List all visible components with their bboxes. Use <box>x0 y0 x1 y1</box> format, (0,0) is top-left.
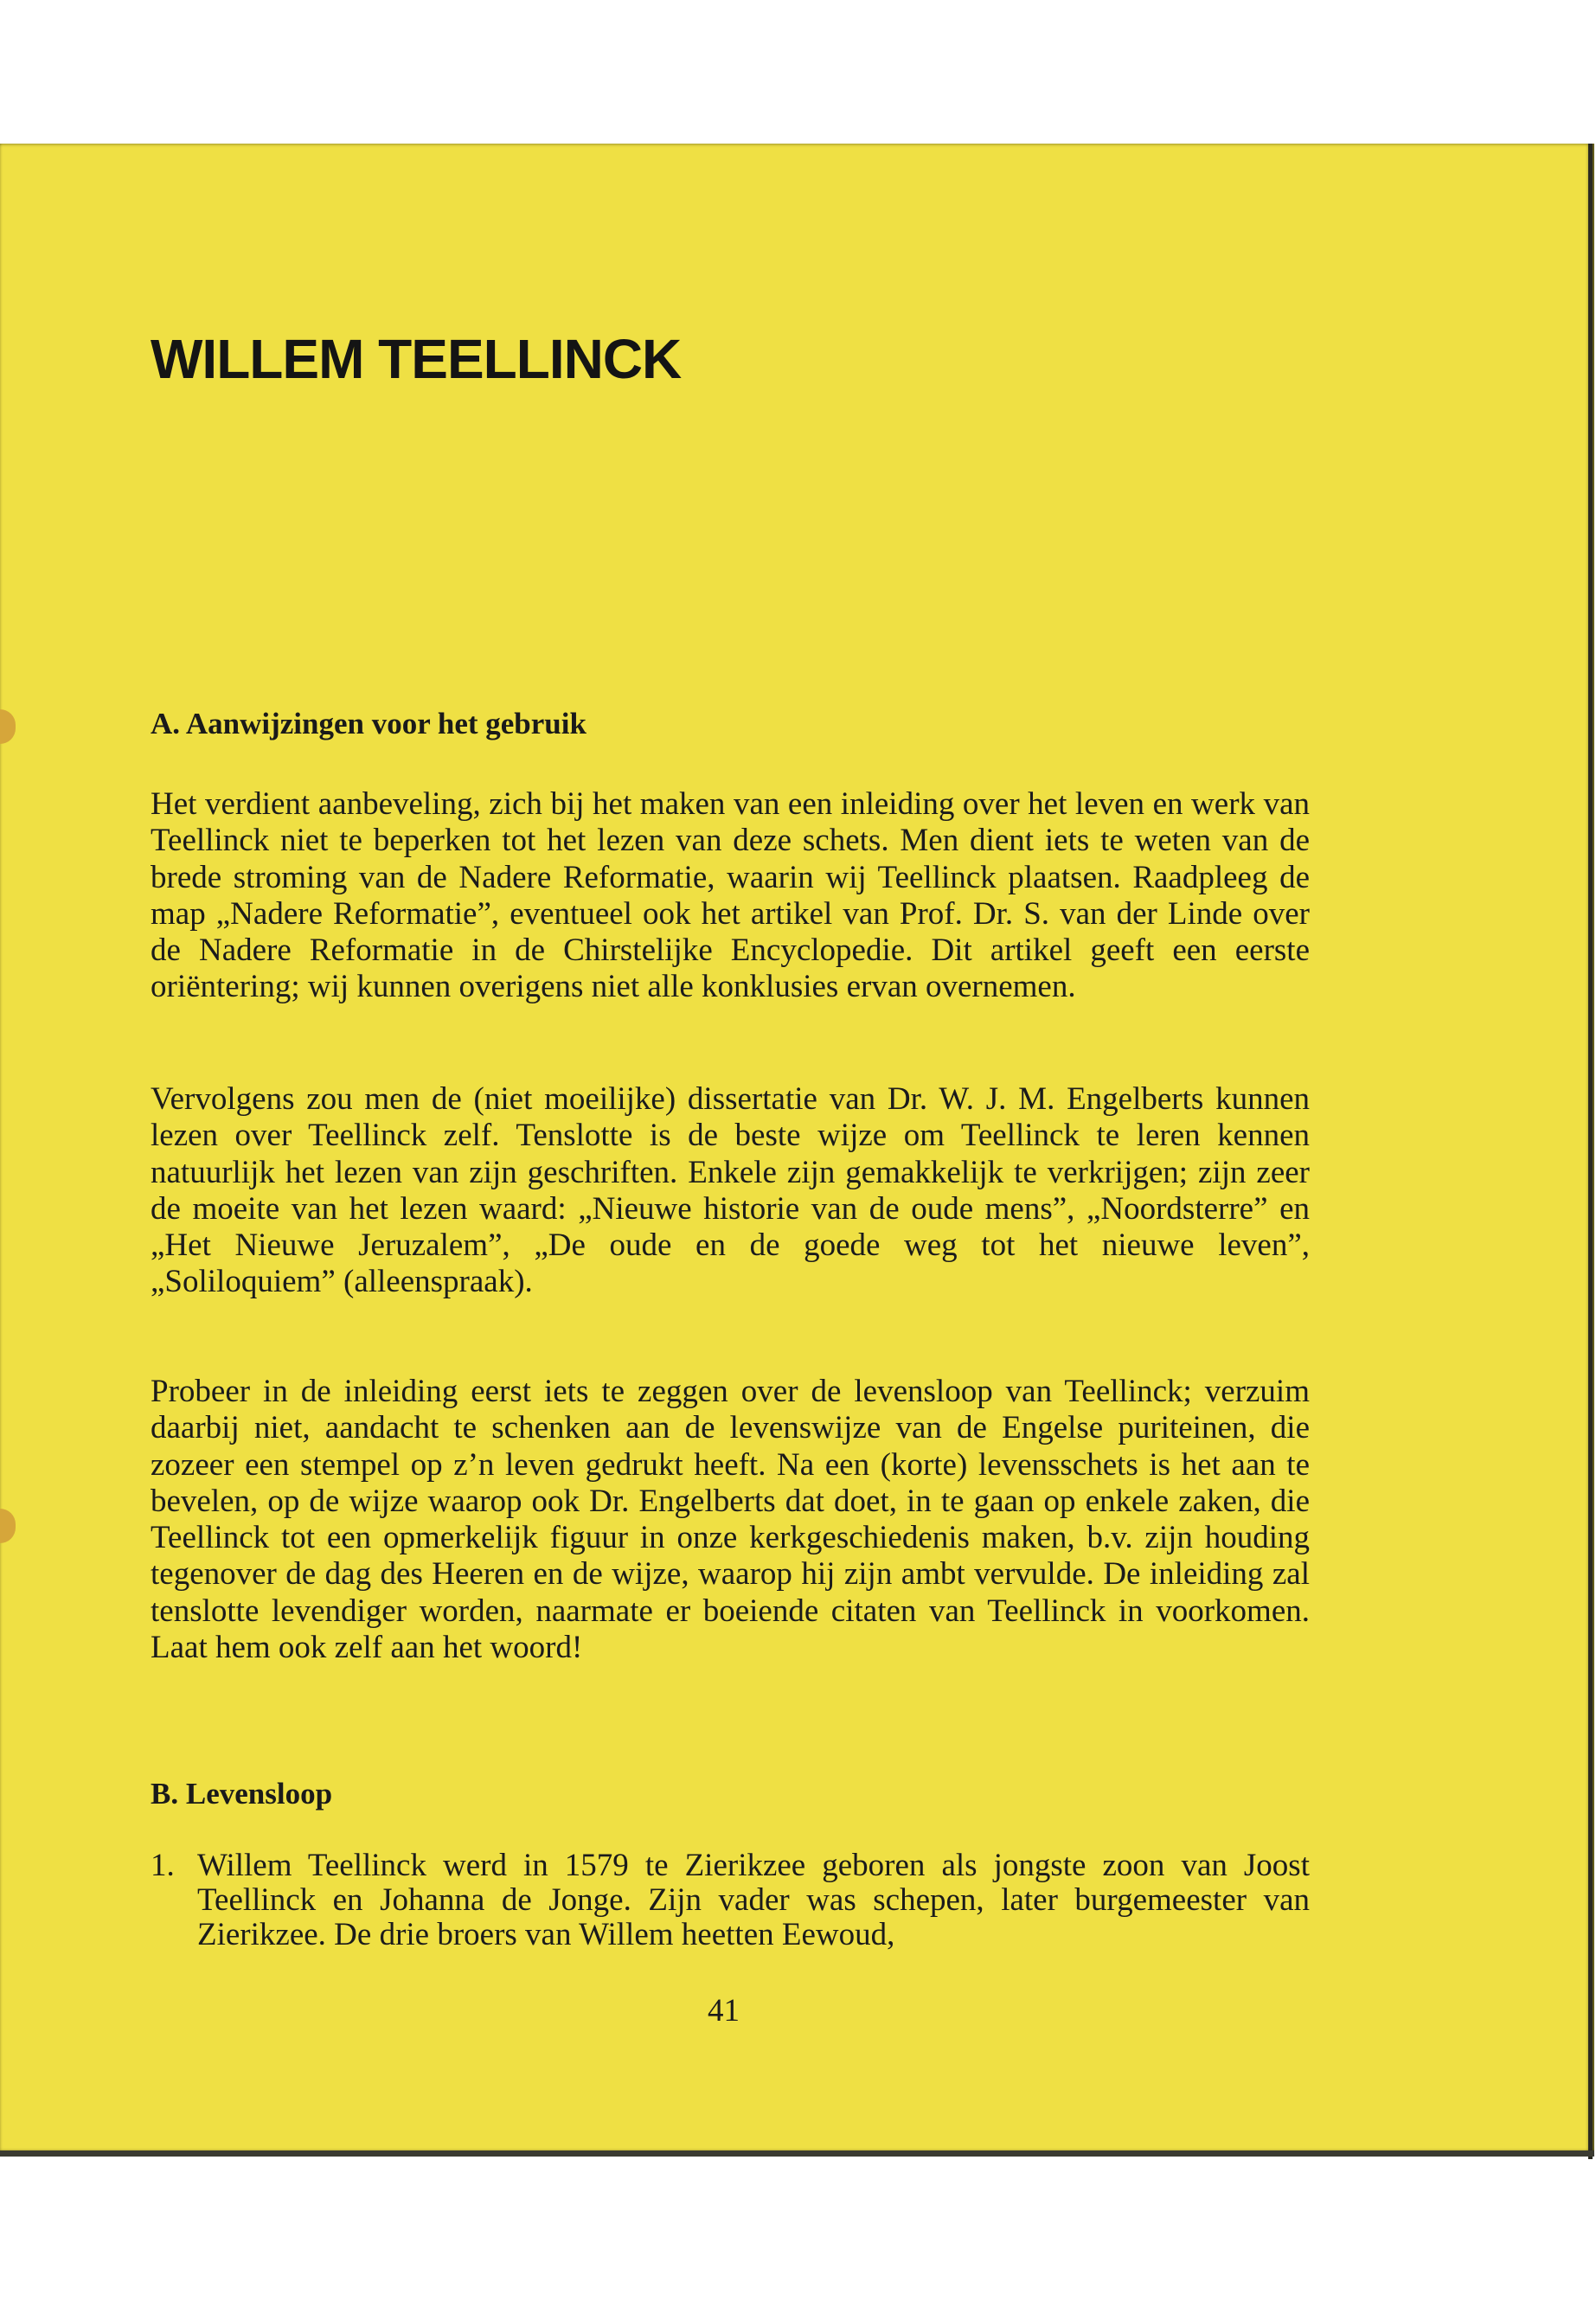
paragraph: Het verdient aanbeveling, zich bij het maken van een inleiding over het leven en werk van Teellinck niet te beperken tot het lezen van deze schets. Men dient iets te weten van de brede stroming van de Nadere Reformatie, waarin wij Teellinck plaatsen. Raadpleeg de map „Nadere Reformatie”, eventueel ook het artikel van Prof. Dr. S. van der Linde over de Nadere Reformatie in de Chirstelijke Encyclopedie. Dit artikel geeft een eerste oriëntering; wij kunnen overigens niet alle konklusies ervan overnemen. <box>151 786 1310 1005</box>
page-edge-shadow <box>1588 144 1593 2159</box>
section-heading-b: B. Levensloop <box>151 1777 333 1811</box>
page-bottom-edge <box>0 2150 1594 2157</box>
list-item-number: 1. <box>151 1848 175 1883</box>
section-heading-a: A. Aanwijzingen voor het gebruik <box>151 707 586 740</box>
page-title: WILLEM TEELLINCK <box>151 328 682 390</box>
paragraph: Vervolgens zou men de (niet moeilijke) dissertatie van Dr. W. J. M. Engelberts kunnen lezen over Teellinck zelf. Tenslotte is de beste wijze om Teellinck te leren kennen natuurlijk het lezen van zijn geschriften. Enkele zijn gemakkelijk te verkrijgen; zijn zeer de moeite van het lezen waard: „Nieuwe historie van de oude mens”, „Noordsterre” en „Het Nieuwe Jeruzalem”, „De oude en de goede weg tot het nieuwe leven”, „Soliloquiem” (alleenspraak). <box>151 1081 1310 1300</box>
list-item-text: Willem Teellinck werd in 1579 te Zierikzee geboren als jongste zoon van Joost Teellinck en Johanna de Jonge. Zijn vader was schepen, later burgemeester van Zierikzee. De drie broers van Willem heetten Eewoud, <box>197 1848 1310 1952</box>
paragraph: Probeer in de inleiding eerst iets te zeggen over de levensloop van Teellinck; verzuim daarbij niet, aandacht te schenken aan de levenswijze van de Engelse puriteinen, die zozeer een stempel op z’n leven gedrukt heeft. Na een (korte) levensschets is het aan te bevelen, op de wijze waarop ook Dr. Engelberts dat doet, in te gaan op enkele zaken, die Teellinck tot een opmerkelijk figuur in onze kerkgeschiedenis maken, b.v. zijn houding tegenover de dag des Heeren en de wijze, waarop hij zijn ambt vervulde. De inleiding zal tenslotte levendiger worden, naarmate er boeiende citaten van Teellinck in voorkomen. Laat hem ook zelf aan het woord! <box>151 1374 1310 1666</box>
page-number: 41 <box>708 1993 740 2029</box>
